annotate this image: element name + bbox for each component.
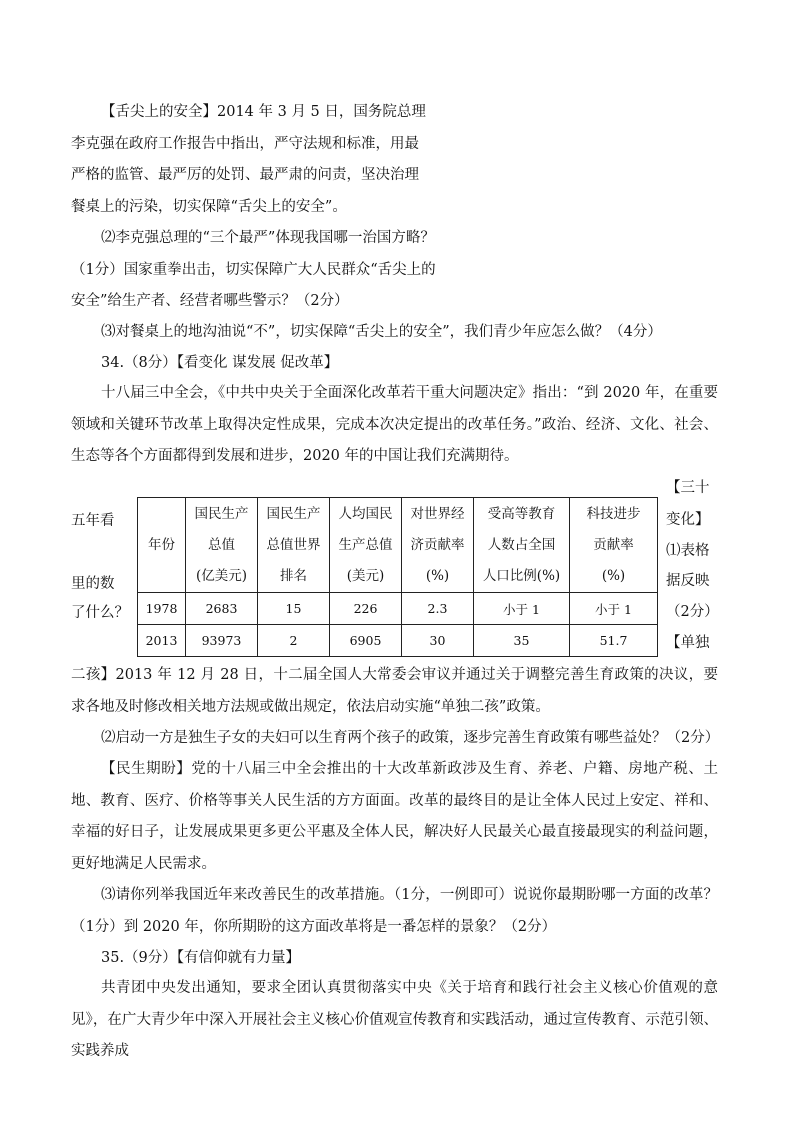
intro-line-4: 餐桌上的污染，切实保障“舌尖上的安全”。 — [71, 199, 347, 215]
table-cell: 51.7 — [570, 625, 658, 657]
right-side-line-6: 【单独 — [666, 635, 710, 651]
single-child-question: ⑵启动一方是独生子女的夫妇可以生育两个孩子的政策，逐步完善生育政策有哪些益处？（2分） — [101, 730, 720, 746]
table-cell: 小于 1 — [474, 593, 570, 625]
q35-heading: 35.（9分）【有信仰就有力量】 — [101, 950, 301, 966]
table-cell: 226 — [330, 593, 402, 625]
right-side-line-4: 据反映 — [666, 573, 710, 589]
table-header-row — [138, 498, 658, 593]
header-world-contribution: 对世界经 济贡献率 (%) — [402, 498, 474, 593]
table-cell: 6905 — [330, 625, 402, 657]
table-row — [138, 625, 658, 657]
right-side-line-3: ⑴表格 — [666, 543, 710, 559]
left-side-line-1: 五年看 — [71, 513, 115, 529]
table-cell: 2.3 — [402, 593, 474, 625]
table-cell: 2 — [258, 625, 330, 657]
table-cell: 35 — [474, 625, 570, 657]
q3-question: ⑶对餐桌上的地沟油说“不”，切实保障“舌尖上的安全”，我们青少年应怎么做？（4分） — [101, 324, 662, 340]
table-cell: 小于 1 — [570, 593, 658, 625]
table-row — [138, 593, 658, 625]
right-side-line-2: 变化】 — [666, 512, 710, 528]
q2-line-2: （1分）国家重拳出击，切实保障广大人民群众“舌尖上的 — [71, 262, 436, 278]
right-side-line-5: （2分） — [666, 604, 719, 620]
q2-line-3: 安全”给生产者、经营者哪些警示？（2分） — [71, 293, 349, 309]
table-cell: 2683 — [186, 593, 258, 625]
single-child-paragraph: 二孩】2013 年 12 月 28 日，十二届全国人大常委会审议并通过关于调整完善生育政策的决议，要求各地及时修改相关地方法规或做出规定，依法启动实施“单独二孩”政策。 — [71, 667, 718, 715]
q34-paragraph: 十八届三中全会，《中共中央关于全面深化改革若干重大问题决定》指出：“到 2020 年，在重要领域和关键环节改革上取得决定性成果，完成本次决定提出的改革任务。”政治、经济、文化、社会、生态等各个方面都得到发展和进步，2020 年的中国让我们充满期待。 — [71, 385, 718, 464]
right-side-line-1: 【三十 — [666, 480, 710, 496]
q2-line-1: ⑵李克强总理的“三个最严”体现我国哪一治国方略？ — [101, 230, 435, 246]
table-cell: 15 — [258, 593, 330, 625]
header-gnp: 国民生产 总值 (亿美元) — [186, 498, 258, 593]
table-cell: 2013 — [138, 625, 186, 657]
left-side-line-3: 了什么？ — [71, 605, 129, 621]
intro-line-1: 【舌尖上的安全】2014 年 3 月 5 日，国务院总理 — [101, 104, 426, 120]
livelihood-question: ⑶请你列举我国近年来改善民生的改革措施。（1分，一例即可）说说你最期盼哪一方面的改革？（1分）到 2020 年，你所期盼的这方面改革将是一番怎样的景象？（2分） — [71, 887, 718, 935]
intro-line-2: 李克强在政府工作报告中指出，严守法规和标准，用最 — [71, 136, 419, 152]
intro-line-3: 严格的监管、最严厉的处罚、最严肃的问责，坚决治理 — [71, 167, 419, 183]
header-gnp-rank: 国民生产 总值世界 排名 — [258, 498, 330, 593]
header-year: 年份 — [138, 498, 186, 593]
table-cell: 30 — [402, 625, 474, 657]
statistics-table — [137, 497, 658, 657]
q35-paragraph: 共青团中央发出通知，要求全团认真贯彻落实中央《关于培育和践行社会主义核心价值观的意见》，在广大青少年中深入开展社会主义核心价值观宣传教育和实践活动，通过宣传教育、示范引领、实践养成 — [71, 980, 718, 1059]
header-higher-education: 受高等教育 人数占全国 人口比例(%) — [474, 498, 570, 593]
header-gnp-per-capita: 人均国民 生产总值 (美元) — [330, 498, 402, 593]
livelihood-paragraph: 【民生期盼】党的十八届三中全会推出的十大改革新政涉及生育、养老、户籍、房地产税、土地、教育、医疗、价格等事关人民生活的方方面面。改革的最终目的是让全体人民过上安定、祥和、幸福的好日子，让发展成果更多更公平惠及全体人民，解决好人民最关心最直接最现实的利益问题，更好地满足人民需求。 — [71, 761, 718, 872]
table-cell: 1978 — [138, 593, 186, 625]
table-cell: 93973 — [186, 625, 258, 657]
q34-heading: 34.（8分）【看变化 谋发展 促改革】 — [101, 355, 339, 371]
left-side-line-2: 里的数 — [71, 576, 115, 592]
header-tech-contribution: 科技进步 贡献率 (%) — [570, 498, 658, 593]
